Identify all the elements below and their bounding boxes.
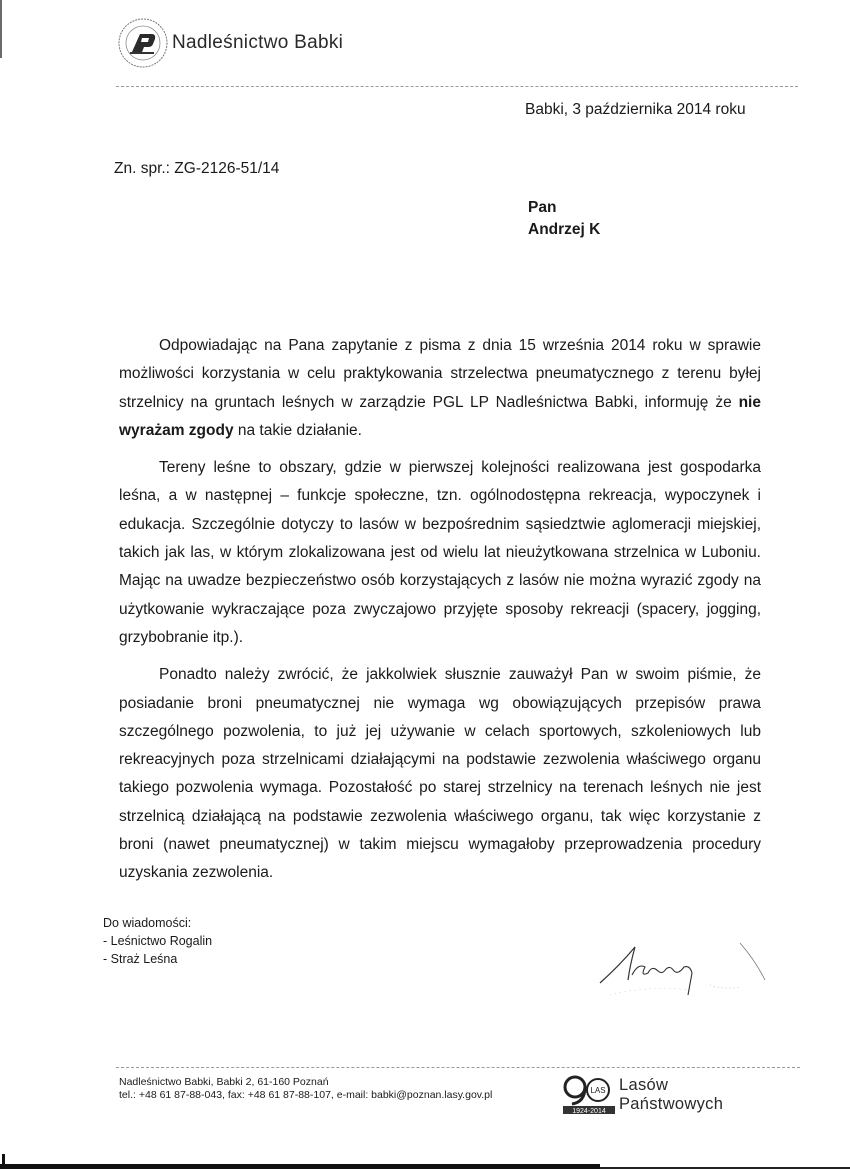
- scan-artifact: [2, 1154, 5, 1164]
- scan-edge-left: [0, 0, 2, 58]
- recipient-salutation: Pan: [528, 199, 557, 216]
- recipient-name: Andrzej K: [528, 221, 601, 238]
- letterhead: [116, 16, 343, 70]
- letterhead-title: Nadleśnictwo Babki: [172, 32, 344, 53]
- anniversary-line-2: Państwowych: [619, 1095, 724, 1113]
- cc-label: Do wiadomości:: [103, 916, 192, 930]
- letter-body: [119, 332, 761, 897]
- anniversary-logo: [562, 1074, 723, 1116]
- date-line: Babki, 3 października 2014 roku: [525, 101, 746, 118]
- footer-address: [119, 1076, 492, 1102]
- anniversary-line-1: Lasów: [619, 1076, 669, 1094]
- recipient-block: [528, 197, 600, 241]
- paragraph-3: Ponadto należy zwrócić, że jakkolwiek słusznie zauważył Pan w swoim piśmie, że posiadanie broni pneumatycznej nie wymaga wg obowiązujących przepisów prawa szczególnego pozwolenia, to już jej używanie w celach sportowych, szkoleniowych lub rekreacyjnych poza strzelnicami działającymi na podstawie zezwolenia właściwego organu takiego pozwolenia wymaga. Pozostałość po starej strzelnicy na terenach leśnych nie jest strzelnicą działającą na podstawie zezwolenia właściwego organu, tak więc korzystanie z broni (nawet pneumatycznej) w takim miejscu wymagałoby przeprowadzenia procedury uzyskania zezwolenia.: [119, 666, 761, 882]
- ninety-years-badge-icon: [562, 1074, 617, 1116]
- cc-item: - Straż Leśna: [103, 952, 178, 966]
- header-divider: [116, 86, 798, 87]
- paragraph-1-text: Odpowiadając na Pana zapytanie z pisma z dnia 15 września 2014 roku w sprawie możliwości korzystania w celu praktykowania strzelectwa pneumatycznego z terenu byłej strzelnicy na gruntach leśnych w zarządzie PGL LP Nadleśnictwa Babki, informuję że: [119, 337, 761, 411]
- cc-item: - Leśnictwo Rogalin: [103, 934, 213, 948]
- footer-divider: [116, 1067, 800, 1068]
- paragraph-2: Tereny leśne to obszary, gdzie w pierwszej kolejności realizowana jest gospodarka leśna, a w następnej – funkcje społeczne, tzn. ogólnodostępna rekreacja, wypoczynek i edukacja. Szczególnie dotyczy to lasów w bezpośrednim sąsiedztwie aglomeracji miejskiej, takich jak las, w którym zlokalizowana jest od wielu lat nieużytkowana strzelnica w Luboniu. Mając na uwadze bezpieczeństwo osób korzystających z lasów nie można wyrazić zgody na użytkowanie wykraczające poza zwyczajowo przyjęte sposoby rekreacji (spacery, jogging, grzybobranie itp.).: [119, 459, 761, 646]
- anniversary-text: [619, 1076, 723, 1114]
- scan-edge-bottom: [0, 1164, 600, 1169]
- svg-text:LAS: LAS: [590, 1086, 606, 1095]
- reference-number: Zn. spr.: ZG-2126-51/14: [114, 160, 280, 177]
- footer-contact-line: tel.: +48 61 87-88-043, fax: +48 61 87-88-107, e-mail: babki@poznan.lasy.gov.pl: [119, 1089, 493, 1101]
- cc-block: [103, 914, 212, 968]
- refusal-emphasis: nie wyrażam zgody: [119, 393, 761, 439]
- svg-text:1924-2014: 1924-2014: [572, 1108, 606, 1115]
- footer-address-line: Nadleśnictwo Babki, Babki 2, 61-160 Poznań: [119, 1076, 329, 1088]
- paragraph-1: [119, 332, 761, 445]
- lasy-panstwowe-emblem-icon: [116, 16, 170, 70]
- paragraph-1-tail: na takie działanie.: [233, 421, 362, 439]
- signature: [590, 935, 780, 1005]
